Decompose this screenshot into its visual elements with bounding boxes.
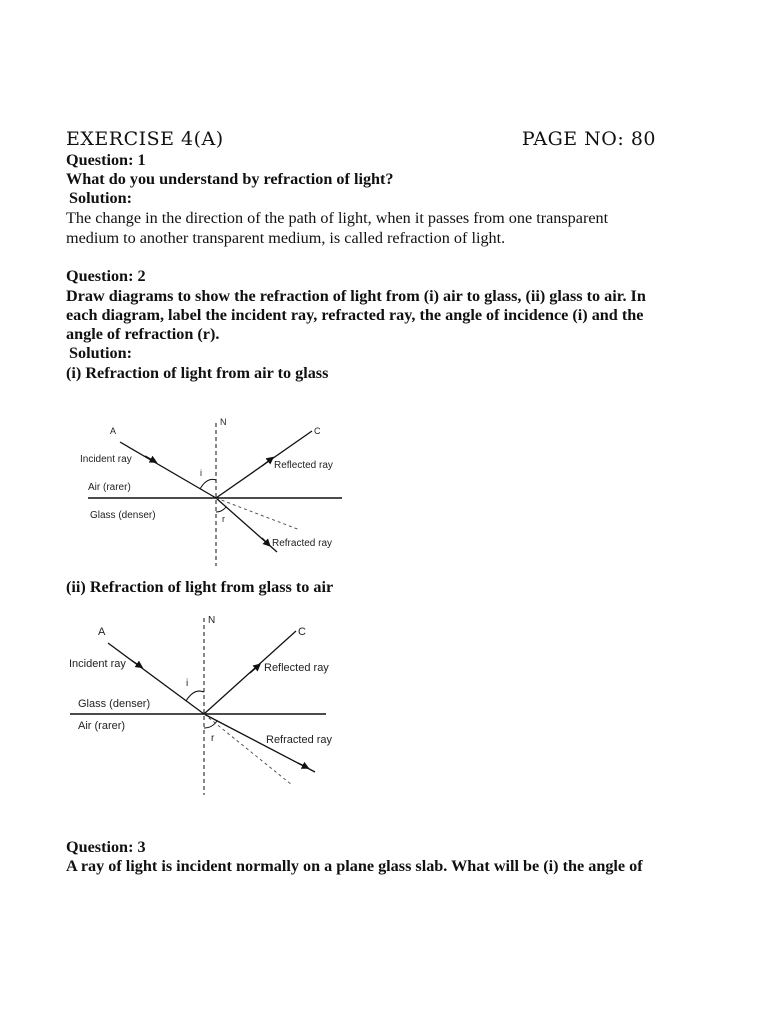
answer-1-line-2: medium to another transparent medium, is called refraction of light. xyxy=(66,229,506,247)
label-upper-medium: Glass (denser) xyxy=(78,698,151,710)
label-a: A xyxy=(110,426,117,436)
exercise-title: EXERCISE 4(A) xyxy=(66,128,224,150)
label-c: C xyxy=(314,426,321,436)
angle-i-arc xyxy=(186,691,204,701)
label-angle-r: r xyxy=(222,514,225,524)
label-lower-medium: Air (rarer) xyxy=(78,720,126,732)
part-2-title: (ii) Refraction of light from glass to air xyxy=(66,578,334,596)
answer-1-line-1: The change in the direction of the path of light, when it passes from one transparent xyxy=(66,209,609,227)
label-refracted-ray: Refracted ray xyxy=(272,538,333,549)
question-2-label: Question: 2 xyxy=(66,267,146,285)
label-lower-medium: Glass (denser) xyxy=(90,510,156,521)
label-reflected-ray: Reflected ray xyxy=(274,460,333,471)
label-c: C xyxy=(298,626,306,638)
incident-arrow xyxy=(131,660,140,666)
page-number: PAGE NO: 80 xyxy=(521,128,656,150)
question-1-text: What do you understand by refraction of light? xyxy=(66,170,394,188)
refracted-arrow xyxy=(298,763,306,767)
label-a: A xyxy=(98,626,106,638)
question-2-line-1: Draw diagrams to show the refraction of light from (i) air to glass, (ii) glass to air. In xyxy=(66,287,646,305)
solution-1-label: Solution: xyxy=(69,189,132,207)
label-incident-ray: Incident ray xyxy=(80,454,132,465)
question-1-label: Question: 1 xyxy=(66,151,146,169)
label-refracted-ray: Refracted ray xyxy=(266,734,333,746)
label-n: N xyxy=(208,615,216,626)
label-incident-ray: Incident ray xyxy=(69,658,126,670)
label-angle-r: r xyxy=(211,733,215,744)
part-1-title: (i) Refraction of light from air to glass xyxy=(66,364,329,382)
label-upper-medium: Air (rarer) xyxy=(88,482,131,493)
question-2-line-2: each diagram, label the incident ray, refracted ray, the angle of incidence (i) and the xyxy=(66,306,644,324)
reflected-arrow xyxy=(250,666,258,673)
solution-2-label: Solution: xyxy=(69,344,132,362)
label-angle-i: i xyxy=(186,678,189,689)
angle-r-arc xyxy=(204,721,217,728)
question-2-line-3: angle of refraction (r). xyxy=(66,325,220,343)
label-reflected-ray: Reflected ray xyxy=(264,662,329,674)
undeviated-path xyxy=(204,714,292,785)
question-3-label: Question: 3 xyxy=(66,838,146,856)
label-angle-i: i xyxy=(200,468,202,478)
label-n: N xyxy=(220,417,227,427)
question-3-line-1: A ray of light is incident normally on a plane glass slab. What will be (i) the angle of xyxy=(66,857,643,875)
